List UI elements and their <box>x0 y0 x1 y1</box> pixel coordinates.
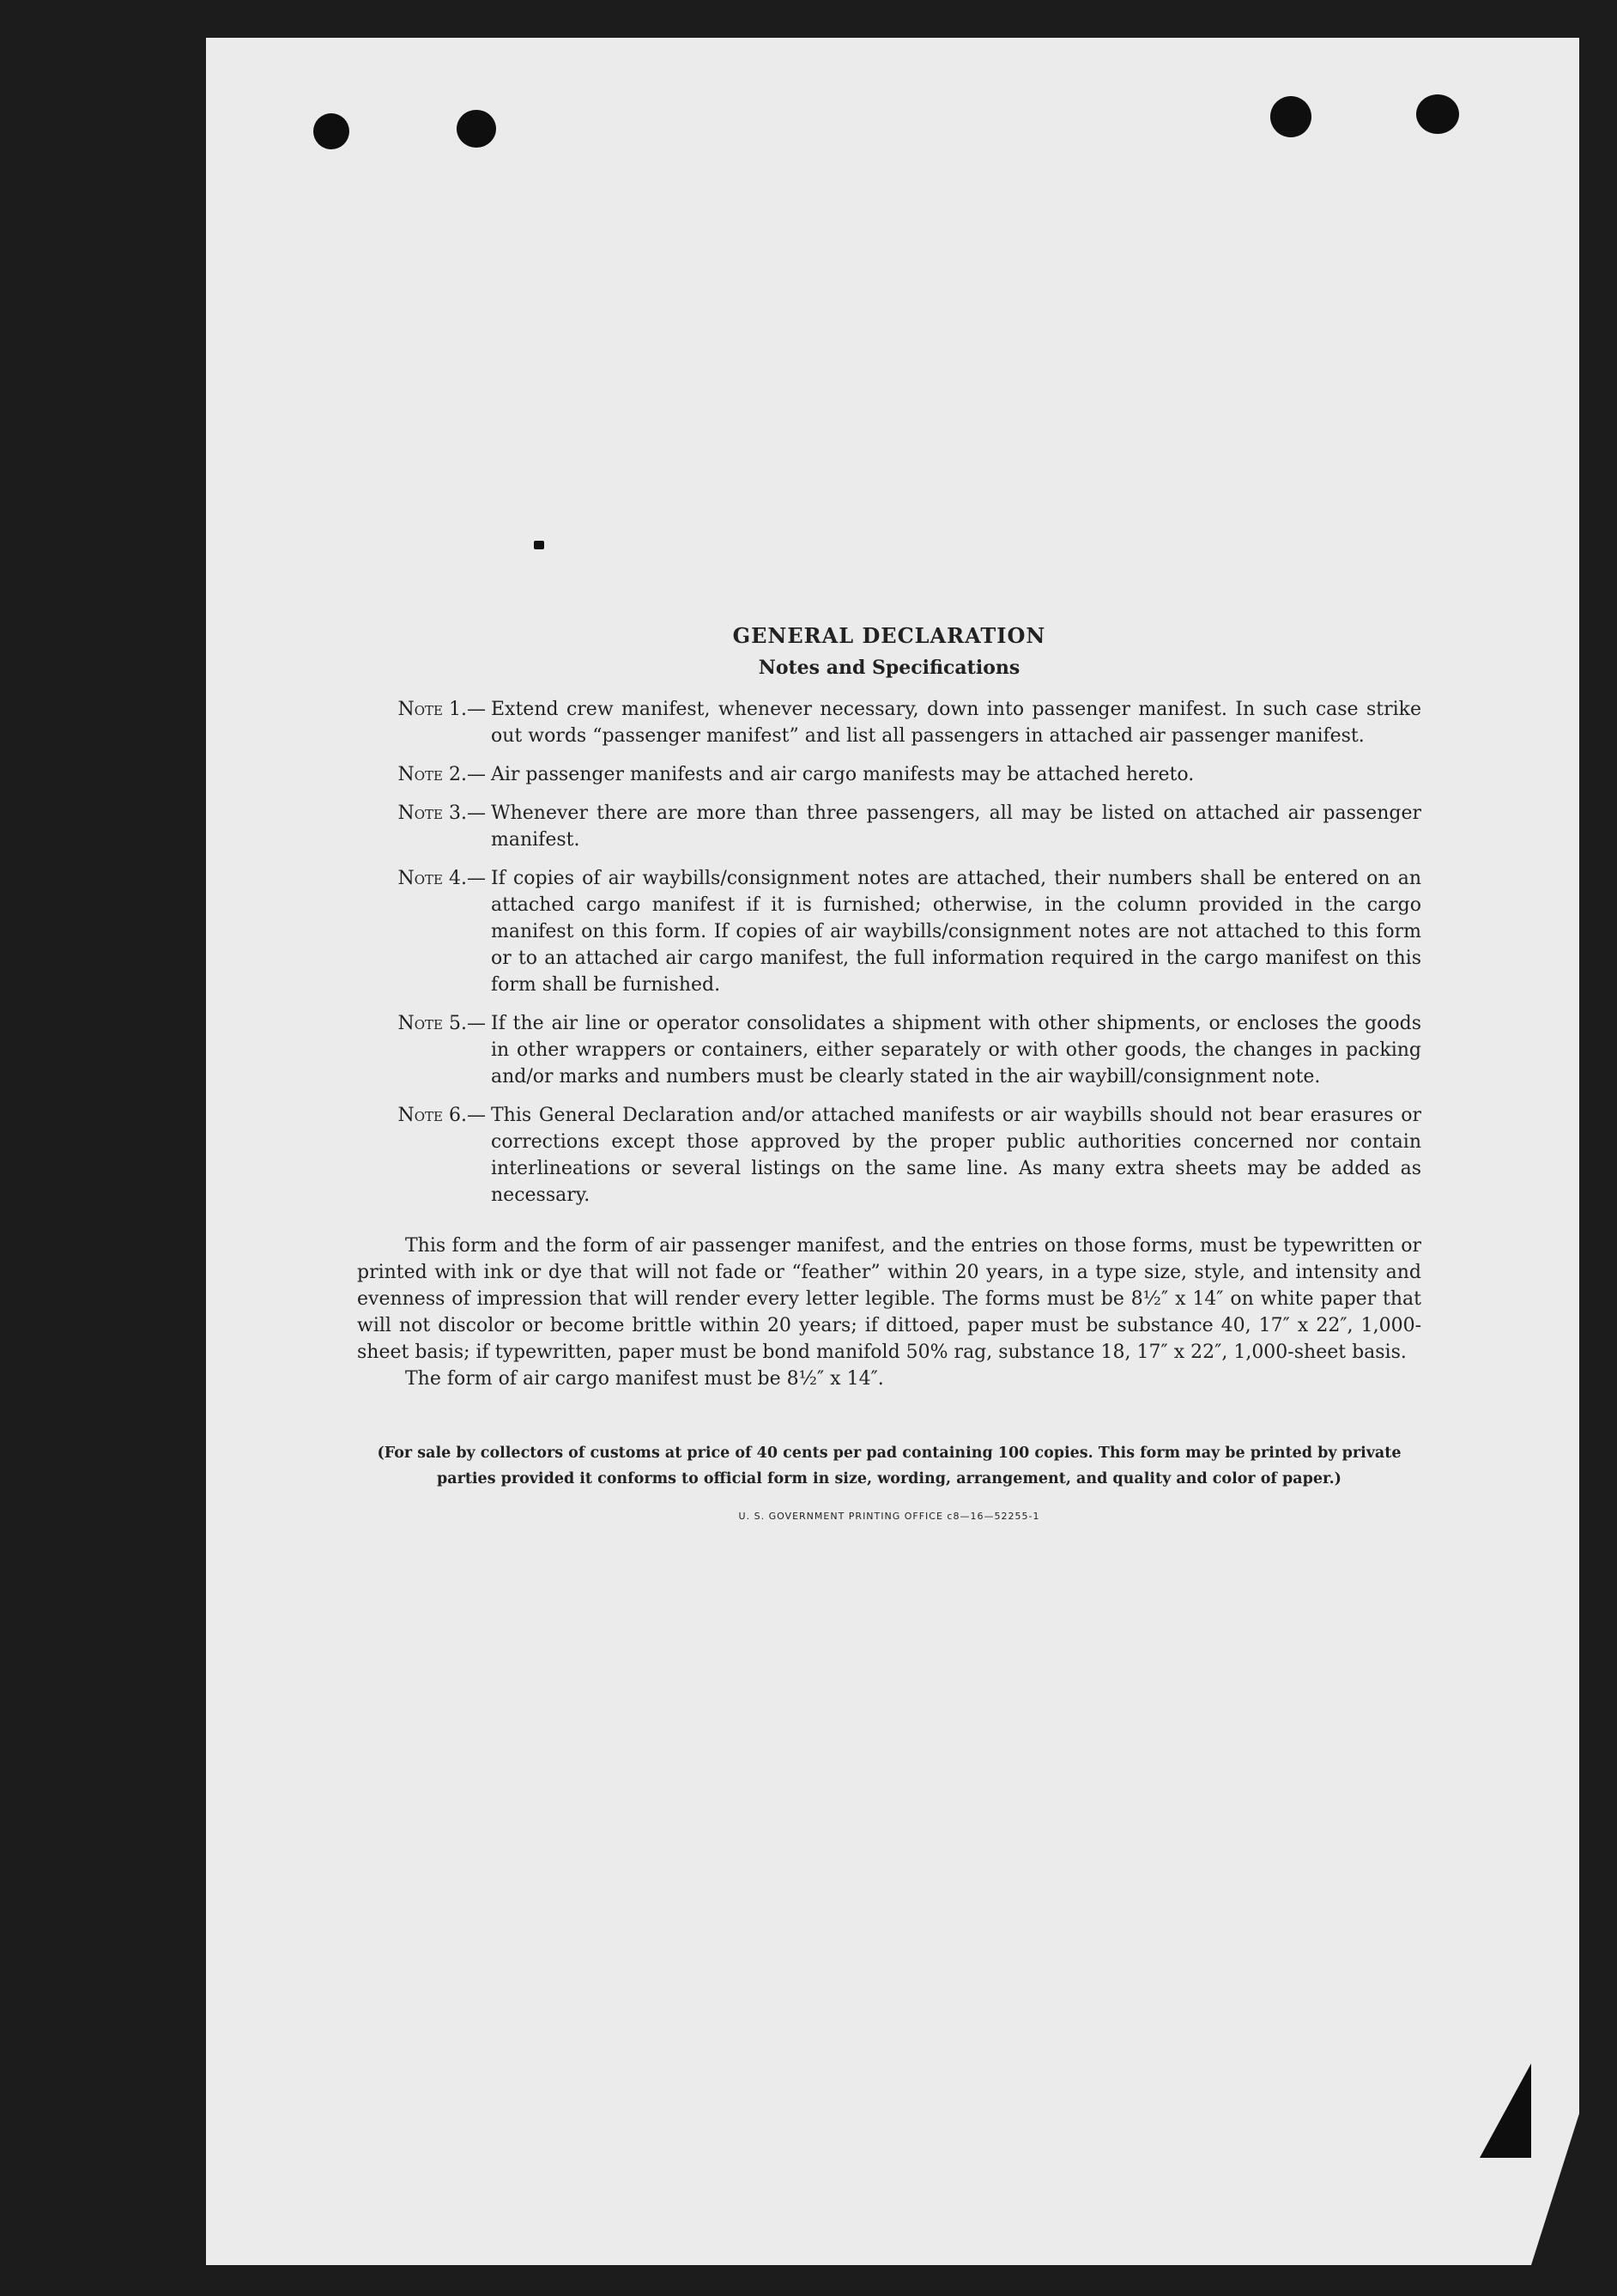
note-text: If the air line or operator consolidates a shipment with other shipments, or encloses the goods in other wrappers or containers, either separately or with other goods, the changes in packing and/or marks and numbers must be clearly stated in the air waybill/consignment note. <box>491 1013 1421 1087</box>
torn-corner <box>1480 2063 1531 2158</box>
note-label: Note 4.— <box>397 868 486 889</box>
punch-hole <box>1270 96 1311 137</box>
document-body <box>357 620 1421 1522</box>
note-text: Whenever there are more than three passengers, all may be listed on attached air passenger manifest. <box>491 803 1421 851</box>
note-4 <box>357 865 1421 998</box>
note-text: If copies of air waybills/consignment notes are attached, their numbers shall be entered on an attached cargo manifest if it is furnished; otherwise, in the column provided in the cargo manifest on this form. If copies of air waybills/consignment notes are not attached to this form or to an attached air cargo manifest, the full information required in the cargo manifest on this form shall be furnished. <box>491 868 1421 996</box>
punch-hole <box>1416 94 1459 134</box>
punch-hole <box>313 113 349 149</box>
note-text: Extend crew manifest, whenever necessary, down into passenger manifest. In such case strike out words “passenger manifest” and list all passengers in attached air passenger manifest. <box>491 699 1421 747</box>
specification-paragraph: This form and the form of air passenger manifest, and the entries on those forms, must be typewritten or printed with ink or dye that will not fade or “feather” within 20 years, in a type size, style, and intensity and evenness of impression that will render every letter legible. The forms must be 8½″ x 14″ on white paper that will not discolor or become brittle within 20 years; if dittoed, paper must be substance 40, 17″ x 22″, 1,000-sheet basis; if typewritten, paper must be bond manifold 50% rag, substance 18, 17″ x 22″, 1,000-sheet basis. <box>357 1235 1421 1363</box>
note-5 <box>357 1010 1421 1090</box>
note-label: Note 2.— <box>397 764 486 785</box>
note-2 <box>357 761 1421 788</box>
sale-note: (For sale by collectors of customs at price of 40 cents per pad containing 100 copies. This form may be printed by private parties provided it conforms to official form in size, wording, arrangement, and quality and color of paper.) <box>377 1445 1402 1487</box>
note-label: Note 3.— <box>397 803 486 824</box>
printer-line: U. S. GOVERNMENT PRINTING OFFICE c8—16—52255-1 <box>738 1511 1040 1522</box>
punch-hole <box>457 110 496 148</box>
document-title: GENERAL DECLARATION <box>732 623 1046 648</box>
note-1 <box>357 696 1421 749</box>
note-label: Note 1.— <box>397 699 486 720</box>
note-3 <box>357 800 1421 853</box>
note-label: Note 5.— <box>397 1013 486 1034</box>
note-6 <box>357 1102 1421 1209</box>
document-subtitle: Notes and Specifications <box>758 657 1020 679</box>
ink-mark <box>534 541 544 549</box>
note-text: This General Declaration and/or attached manifests or air waybills should not bear erasures or corrections except those approved by the proper public authorities concerned nor contain interlineations or several listings on the same line. As many extra sheets may be added as necessary. <box>491 1105 1421 1206</box>
cargo-manifest-size-note: The form of air cargo manifest must be 8½″ x 14″. <box>405 1368 884 1390</box>
note-text: Air passenger manifests and air cargo manifests may be attached hereto. <box>491 764 1195 785</box>
note-label: Note 6.— <box>397 1105 486 1126</box>
